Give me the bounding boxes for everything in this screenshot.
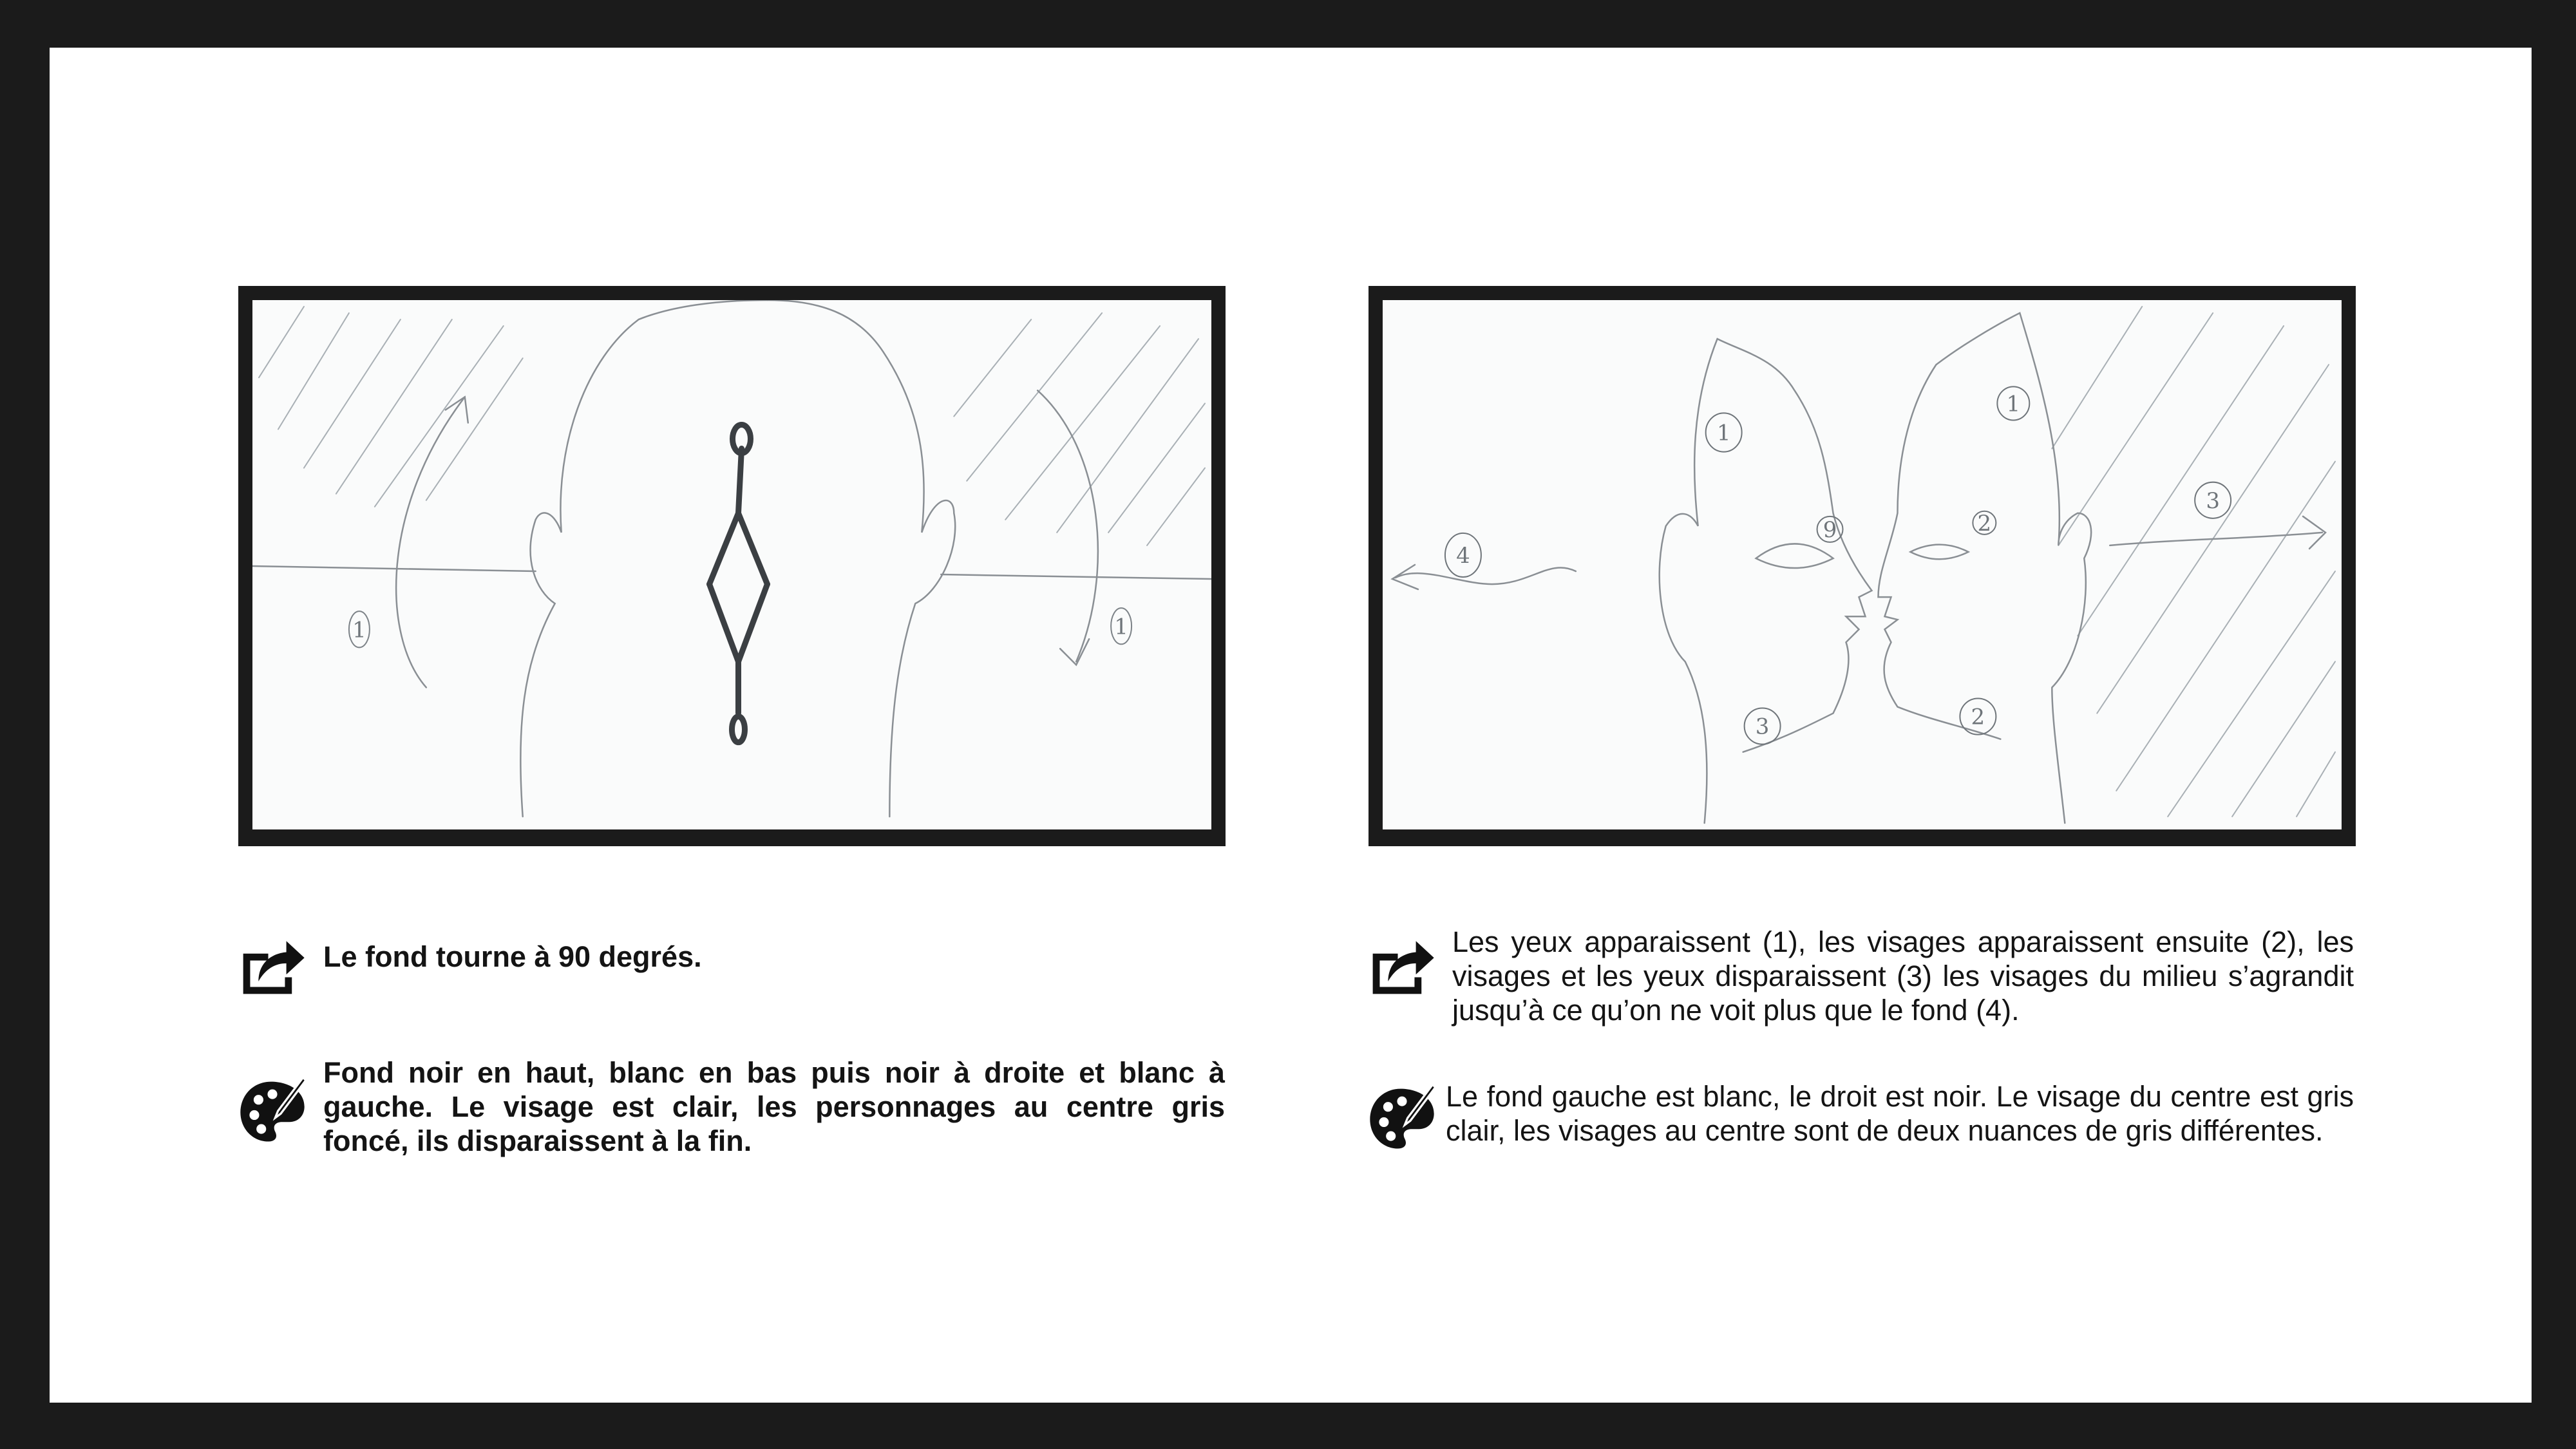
- sketch-mark: 1: [1716, 420, 1731, 446]
- sketch-left: [252, 300, 1211, 829]
- storyboard-page: [50, 48, 2532, 1403]
- sketch-mark: 3: [2206, 488, 2220, 514]
- sketch-marks-left: [349, 608, 1132, 647]
- storyboard-frame-left: [238, 286, 1226, 846]
- figures-center: [710, 424, 768, 742]
- sketch-mark: 2: [1977, 510, 1992, 536]
- sketch-marks-right: [1445, 386, 2231, 744]
- sketch-mark: 3: [1755, 714, 1770, 740]
- share-arrow-icon: [238, 930, 307, 999]
- sketch-mark: 1: [352, 617, 366, 643]
- action-caption-right: Les yeux apparaissent (1), les visages apparaissent ensuite (2), les visages et les yeux disparaissent (3) les visages du milieu s’agrandit jusqu’à ce qu’on ne voit plus que le fond (4).: [1452, 925, 2354, 1027]
- storyboard-frame-right: [1368, 286, 2356, 846]
- color-caption-left: Fond noir en haut, blanc en bas puis noir à droite et blanc à gauche. Le visage est clair, les personnages au centre gris foncé, ils disparaissent à la fin.: [323, 1056, 1225, 1157]
- share-arrow-icon: [1367, 930, 1437, 999]
- palette-icon: [238, 1076, 307, 1146]
- color-caption-right: Le fond gauche est blanc, le droit est noir. Le visage du centre est gris clair, les visages au centre sont de deux nuances de gris différentes.: [1446, 1080, 2354, 1147]
- palette-icon: [1367, 1083, 1437, 1153]
- sketch-mark: 9: [1823, 516, 1837, 543]
- sketch-mark: 4: [1456, 542, 1470, 569]
- sketch-mark: 1: [2006, 391, 2021, 417]
- hatching-right: [2052, 307, 2335, 817]
- sketch-mark: 1: [1114, 614, 1128, 640]
- hatching-left: [259, 307, 1205, 545]
- sketch-mark: 2: [1971, 704, 1985, 730]
- action-caption-left: Le fond tourne à 90 degrés.: [323, 940, 702, 973]
- sketch-right: [1383, 300, 2342, 829]
